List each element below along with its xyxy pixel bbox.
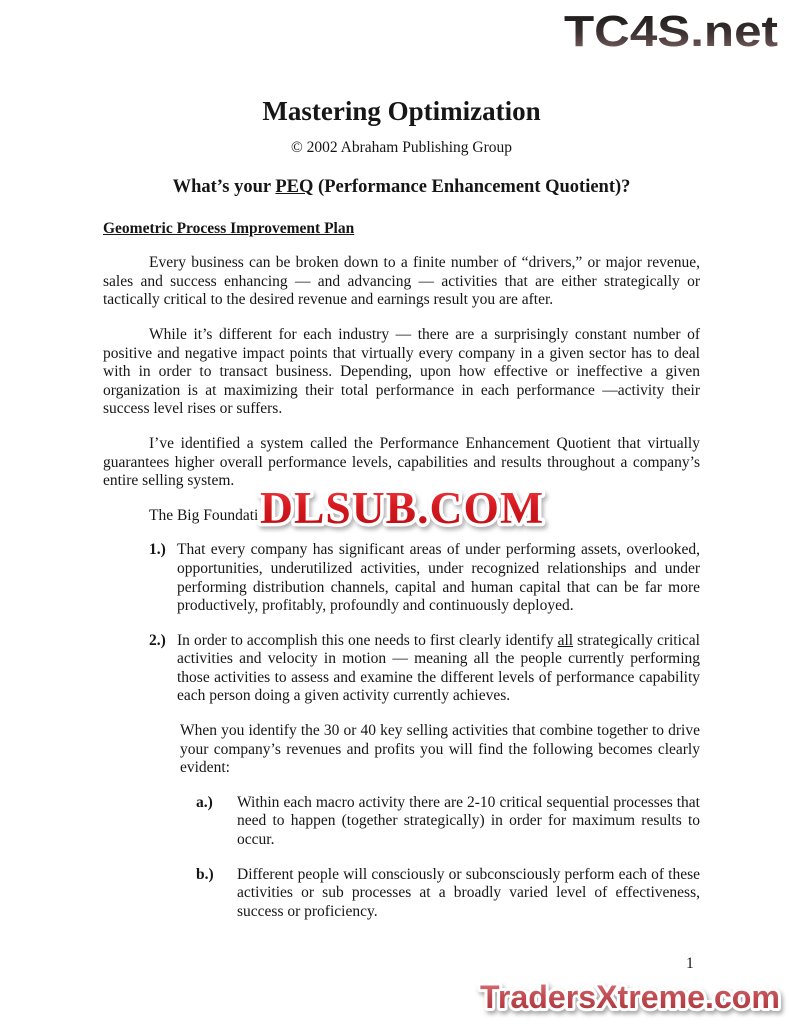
tradersxtreme-logo-graphic bbox=[471, 974, 789, 1020]
paragraph-peq-system: I’ve identified a system called the Performance Enhancement Quotient that virtually guarantees higher overall performance levels, capabilities and results throughout a company’s entire selling system. bbox=[103, 434, 700, 490]
numbered-item-2-marker: 2.) bbox=[149, 631, 166, 649]
sublist-item-a-text: Within each macro activity there are 2-10 critical sequential processes that need to happen (together strategically) in order for maximum results to occur. bbox=[237, 793, 700, 849]
sublist-item-a-marker: a.) bbox=[196, 793, 213, 811]
sublist-item-a bbox=[196, 794, 700, 850]
section-heading: Geometric Process Improvement Plan bbox=[103, 219, 355, 237]
tradersxtreme-logo-text: TradersXtreme.com bbox=[480, 979, 780, 1015]
document-title: Mastering Optimization bbox=[262, 96, 541, 126]
paragraph-industry: While it’s different for each industry — there are a surprisingly constant number of positive and negative impact points that virtually every company in a given sector has to deal with in order to transact business. Depending, upon how effective or ineffective a given organization is at maximizing their total performance in each performance —activity their success level rises or suffers. bbox=[103, 325, 700, 418]
sublist-item-b-marker: b.) bbox=[196, 865, 214, 883]
numbered-item-1-marker: 1.) bbox=[149, 541, 166, 559]
dlsub-watermark-logo bbox=[252, 477, 552, 544]
numbered-item-2-text bbox=[177, 632, 700, 706]
document-content bbox=[103, 0, 700, 921]
when-you-identify-paragraph: When you identify the 30 or 40 key selling activities that combine together to drive your company’s revenues and profits you will find the following becomes clearly evident: bbox=[180, 722, 700, 777]
dlsub-logo-graphic bbox=[252, 477, 552, 539]
peq-acronym: PEQ bbox=[275, 176, 314, 197]
question-heading bbox=[103, 176, 700, 198]
dlsub-logo-text: DLSUB.COM bbox=[260, 483, 544, 533]
tc4s-logo-text: TC4S.net bbox=[564, 7, 779, 56]
numbered-item-1 bbox=[149, 541, 700, 615]
sublist-item-b-text: Different people will consciously or subconsciously perform each of these activities or sub processes at a broadly varied level of effectiveness, success or proficiency. bbox=[237, 865, 700, 920]
paragraph-drivers: Every business can be broken down to a finite number of “drivers,” or major revenue, sales and success enhancing — and advancing — activities that are either strategically or tactically critical to the desired revenue and earnings result you are after. bbox=[103, 254, 700, 309]
foundation-partial-line: The Big Foundati bbox=[149, 506, 259, 524]
item-2-prefix: In order to accomplish this one needs to first clearly identify bbox=[177, 631, 558, 649]
tradersxtreme-watermark-logo bbox=[471, 974, 789, 1024]
question-suffix: (Performance Enhancement Quotient)? bbox=[313, 176, 631, 197]
question-prefix: What’s your bbox=[172, 176, 276, 197]
numbered-item-1-text: That every company has significant areas of under performing assets, overlooked, opportunities, underutilized activities, under recognized relationships and under performing distribution channels, capital and human capital that can be far more productively, profitably, profoundly and continuously deployed. bbox=[177, 541, 700, 615]
copyright-line: © 2002 Abraham Publishing Group bbox=[290, 139, 513, 156]
page-number: 1 bbox=[686, 955, 694, 972]
sublist-item-b bbox=[196, 866, 700, 922]
numbered-item-2 bbox=[149, 632, 700, 706]
item-2-underlined-word: all bbox=[557, 631, 574, 649]
item-2-suffix: strategically critical activities and velocity in motion — meaning all the people currently performing those activities to assess and examine the different levels of performance capability each person doing a given activity currently achieves. bbox=[177, 631, 700, 705]
